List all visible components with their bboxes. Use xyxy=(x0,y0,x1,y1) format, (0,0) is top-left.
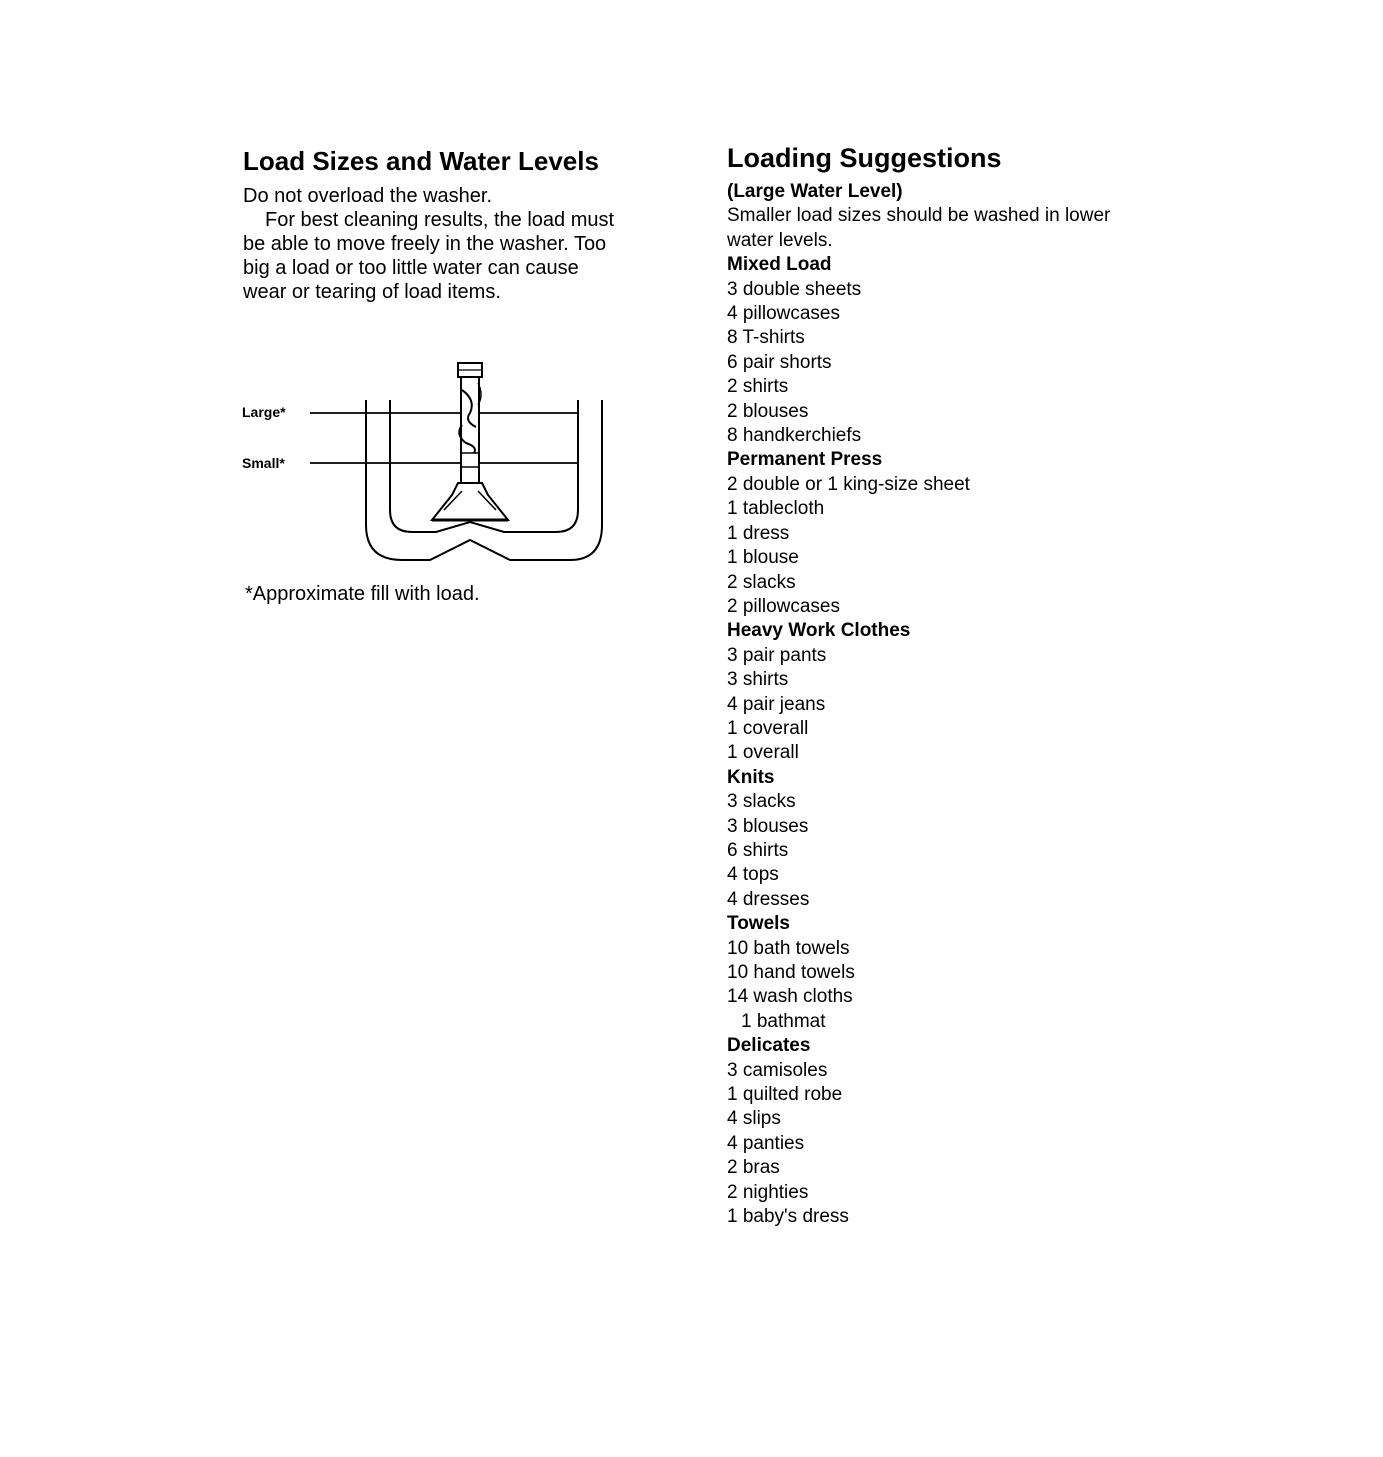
list-item: 3 blouses xyxy=(727,815,809,837)
load-sizes-paragraph: For best cleaning results, the load must be able to move freely in the washer. Too big a load or too little water can cause wear or tearing of load items. xyxy=(243,209,615,303)
item-list xyxy=(727,1059,1147,1230)
list-item: 10 hand towels xyxy=(727,962,855,983)
agitator-base xyxy=(432,483,508,520)
list-item: 1 quilted robe xyxy=(727,1084,843,1106)
list-item: 3 pair pants xyxy=(727,644,827,666)
permanent-press-section xyxy=(727,448,1147,619)
list-item: 4 slips xyxy=(727,1108,781,1130)
loading-suggestions-section xyxy=(727,142,1147,1229)
load-sizes-section xyxy=(243,146,623,304)
list-item: 1 baby's dress xyxy=(727,1206,849,1228)
item-list xyxy=(727,790,1147,912)
list-item: 1 tablecloth xyxy=(727,498,825,520)
item-list xyxy=(727,937,1147,1035)
list-item: 6 pair shorts xyxy=(727,351,832,373)
overload-warning: Do not overload the washer. xyxy=(243,185,493,207)
towels-section xyxy=(727,912,1147,1034)
mixed-load-section xyxy=(727,253,1147,448)
list-item: 2 pillowcases xyxy=(727,595,840,617)
list-item: 3 slacks xyxy=(727,791,796,813)
list-item: 4 pillowcases xyxy=(727,303,840,325)
section-title: Towels xyxy=(727,913,790,935)
list-item: 2 double or 1 king-size sheet xyxy=(727,473,970,495)
list-item: 3 double sheets xyxy=(727,278,862,300)
list-item: 2 blouses xyxy=(727,400,809,422)
section-title: Knits xyxy=(727,766,775,788)
list-item: 8 T-shirts xyxy=(727,327,805,349)
list-item: 10 bath towels xyxy=(727,937,850,959)
list-item: 1 overall xyxy=(727,742,799,764)
list-item: 4 tops xyxy=(727,864,779,886)
knits-section xyxy=(727,766,1147,912)
item-list xyxy=(727,644,1147,766)
list-item: 4 dresses xyxy=(727,888,810,910)
water-level-diagram xyxy=(240,355,620,570)
large-water-level-subheading: (Large Water Level) xyxy=(727,181,903,202)
large-level-label: Large* xyxy=(242,404,286,420)
small-level-label: Small* xyxy=(242,455,285,471)
list-item: 2 slacks xyxy=(727,571,796,593)
section-title: Heavy Work Clothes xyxy=(727,620,911,642)
delicates-section xyxy=(727,1034,1147,1229)
smaller-loads-note: Smaller load sizes should be washed in lower water levels. xyxy=(727,205,1111,251)
list-item: 14 wash cloths xyxy=(727,986,853,1008)
list-item: 1 bathmat xyxy=(741,1010,826,1032)
list-item: 2 bras xyxy=(727,1157,780,1179)
list-item: 4 pair jeans xyxy=(727,693,826,715)
loading-suggestions-heading: Loading Suggestions xyxy=(727,143,1002,173)
section-title: Permanent Press xyxy=(727,449,883,471)
list-item: 1 coverall xyxy=(727,717,809,739)
list-item: 1 dress xyxy=(727,522,790,544)
section-title: Mixed Load xyxy=(727,254,832,276)
list-item: 4 panties xyxy=(727,1132,805,1154)
list-item: 3 camisoles xyxy=(727,1059,828,1081)
list-item: 6 shirts xyxy=(727,839,789,861)
load-sizes-heading: Load Sizes and Water Levels xyxy=(243,146,599,176)
list-item: 1 blouse xyxy=(727,547,799,569)
list-item: 8 handkerchiefs xyxy=(727,425,862,447)
item-list xyxy=(727,278,1147,449)
section-title: Delicates xyxy=(727,1035,811,1057)
heavy-work-clothes-section xyxy=(727,619,1147,765)
item-list xyxy=(727,473,1147,619)
list-item: 2 shirts xyxy=(727,376,789,398)
outer-tub xyxy=(366,400,602,560)
approximate-fill-footnote: *Approximate fill with load. xyxy=(245,583,480,605)
list-item: 3 shirts xyxy=(727,669,789,691)
washer-tub-illustration xyxy=(240,355,620,570)
list-item: 2 nighties xyxy=(727,1181,809,1203)
